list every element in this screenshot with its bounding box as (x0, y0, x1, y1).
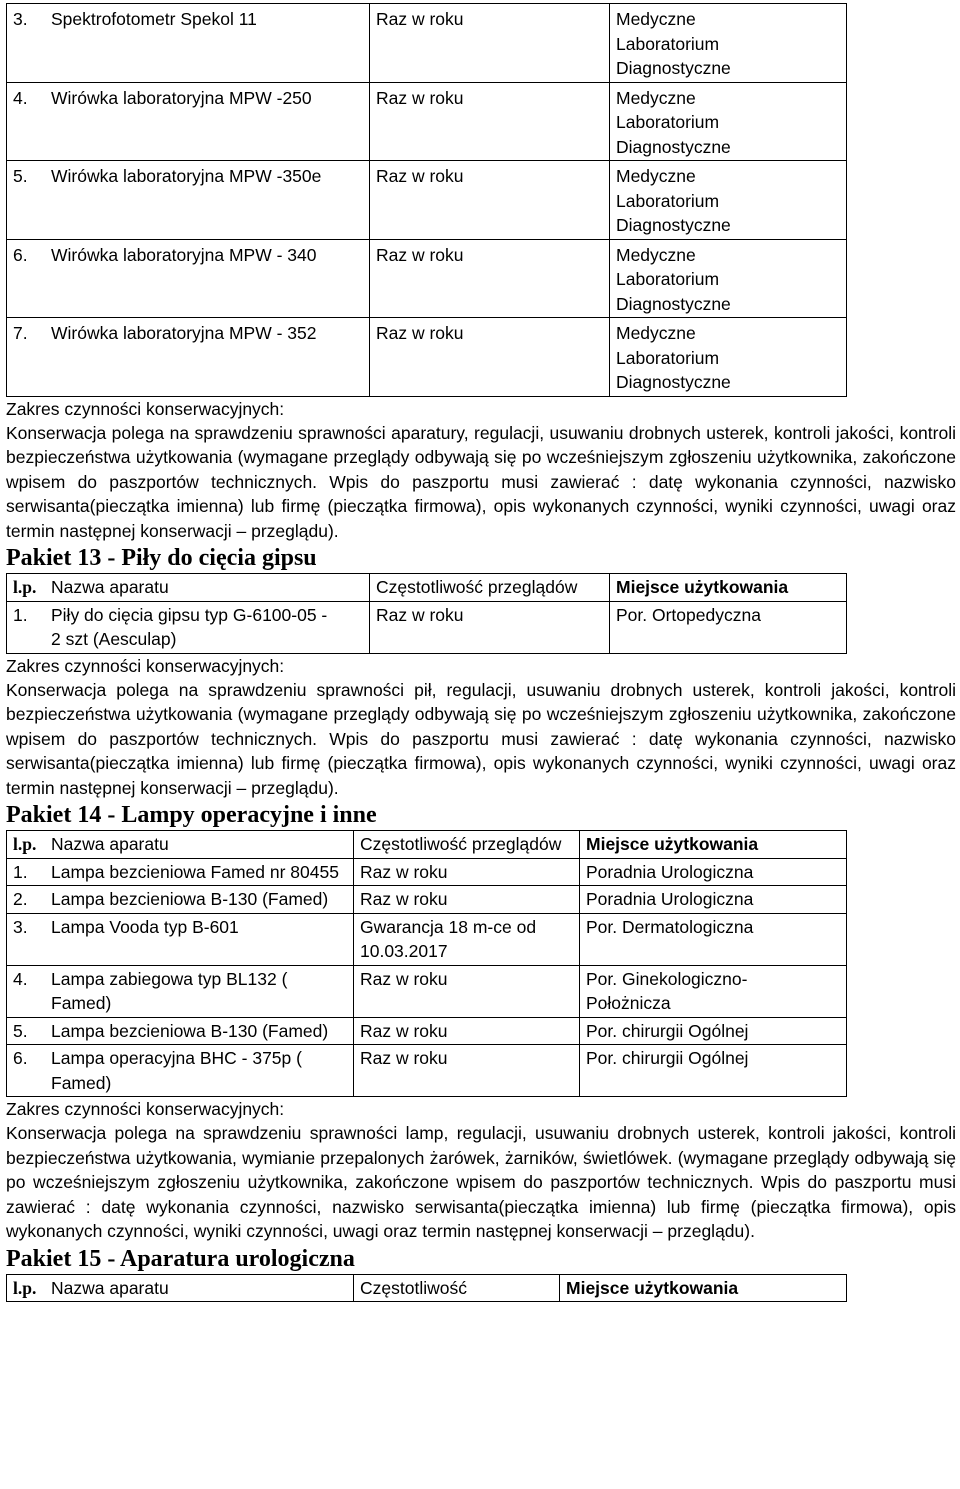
usage-place: Medyczne Laboratorium Diagnostyczne (610, 161, 847, 240)
header-usage-place: Miejsce użytkowania (580, 831, 847, 859)
device-name: Lampa bezcieniowa B-130 (Famed) (51, 889, 329, 909)
usage-place: Por. Ortopedyczna (610, 601, 847, 653)
header-device-name: Nazwa aparatu (51, 577, 169, 597)
usage-place: Poradnia Urologiczna (580, 858, 847, 886)
header-lp: l.p. (13, 577, 37, 597)
device-name: Lampa bezcieniowa Famed nr 80455 (51, 861, 339, 882)
header-usage-place: Miejsce użytkowania (610, 574, 847, 602)
device-name: Lampa Vooda typ B-601 (51, 916, 239, 937)
device-name: Wirówka laboratoryjna MPW - 352 (51, 323, 317, 343)
equipment-table-top (6, 3, 847, 397)
package-14-title: Pakiet 14 - Lampy operacyjne i inne (6, 802, 377, 828)
header-frequency: Częstotliwość (354, 1274, 560, 1302)
usage-place: Medyczne Laboratorium Diagnostyczne (610, 82, 847, 161)
device-name: Lampa bezcieniowa B-130 (Famed) (51, 1020, 329, 1041)
row-number: 6. (13, 244, 28, 265)
usage-place: Por. chirurgii Ogólnej (580, 1045, 847, 1097)
device-name: Spektrofotometr Spekol 11 (51, 9, 257, 29)
row-number: 5. (13, 1020, 28, 1041)
package-15-table (6, 1274, 847, 1303)
inspection-frequency: Raz w roku (354, 1045, 580, 1097)
usage-place: Poradnia Urologiczna (580, 886, 847, 914)
table-row (7, 965, 847, 1017)
table-header-row (7, 1274, 847, 1302)
device-name: Wirówka laboratoryjna MPW - 340 (51, 244, 317, 265)
table-row (7, 913, 847, 965)
package-13-table (6, 573, 847, 654)
header-usage-place: Miejsce użytkowania (560, 1274, 847, 1302)
maintenance-scope-text: Konserwacja polega na sprawdzeniu sprawności lamp, regulacji, usuwaniu drobnych usterek, kontroli jakości, kontroli bezpieczeństwa użytkowania, wymianie przepalonych żarówek, żarników, świetlówek. (wymagane przeglądy odbywają się po wcześniejszym zgłoszeniu użytkownika, zakończone wpisem do paszportów technicznych. Wpis do paszportu musi zawierać : datę wykonania czynności, nazwisko serwisanta(pieczątka imienna) lub firmę (pieczątka firmowa), opis wykonanych czynności, wyniki czynności, uwagi oraz termin następnej konserwacji – przeglądu). (6, 1123, 956, 1241)
header-lp: l.p. (13, 834, 37, 854)
table-row (7, 1017, 847, 1045)
package-14-table (6, 830, 847, 1097)
header-device-name: Nazwa aparatu (51, 834, 169, 854)
table-row (7, 1045, 847, 1097)
usage-place: Medyczne Laboratorium Diagnostyczne (610, 318, 847, 397)
device-name: Piły do cięcia gipsu typ G-6100-05 - 2 szt (Aesculap) (51, 604, 328, 649)
inspection-frequency: Raz w roku (354, 858, 580, 886)
inspection-frequency: Raz w roku (370, 601, 610, 653)
usage-place: Medyczne Laboratorium Diagnostyczne (610, 239, 847, 318)
inspection-frequency: Raz w roku (354, 886, 580, 914)
device-name: Lampa operacyjna BHC - 375p ( Famed) (51, 1048, 302, 1093)
device-name: Lampa zabiegowa typ BL132 ( Famed) (51, 968, 288, 1013)
inspection-frequency: Raz w roku (370, 82, 610, 161)
inspection-frequency: Raz w roku (370, 239, 610, 318)
table-header-row (7, 574, 847, 602)
document-page (6, 3, 956, 1302)
usage-place: Por. chirurgii Ogólnej (580, 1017, 847, 1045)
usage-place: Medyczne Laboratorium Diagnostyczne (610, 4, 847, 83)
row-number: 4. (13, 968, 28, 989)
row-number: 3. (13, 916, 28, 937)
row-number: 7. (13, 323, 28, 343)
table-row (7, 858, 847, 886)
inspection-frequency: Raz w roku (354, 965, 580, 1017)
maintenance-scope-label: Zakres czynności konserwacyjnych: (6, 655, 285, 676)
row-number: 4. (13, 87, 28, 108)
table-row (7, 601, 847, 653)
package-15-title: Pakiet 15 - Aparatura urologiczna (6, 1245, 355, 1272)
inspection-frequency: Raz w roku (370, 4, 610, 83)
inspection-frequency: Raz w roku (354, 1017, 580, 1045)
table-row (7, 239, 847, 318)
usage-place: Por. Dermatologiczna (580, 913, 847, 965)
inspection-frequency: Raz w roku (370, 318, 610, 397)
header-lp: l.p. (13, 1277, 37, 1298)
table-header-row (7, 831, 847, 859)
header-frequency: Częstotliwość przeglądów (354, 831, 580, 859)
table-row (7, 886, 847, 914)
row-number: 3. (13, 9, 28, 29)
row-number: 1. (13, 861, 28, 882)
inspection-frequency: Raz w roku (370, 161, 610, 240)
row-number: 2. (13, 889, 28, 909)
usage-place: Por. Ginekologiczno-Położnicza (580, 965, 847, 1017)
table-row (7, 161, 847, 240)
row-number: 1. (13, 604, 28, 625)
row-number: 5. (13, 166, 28, 186)
maintenance-scope-text: Konserwacja polega na sprawdzeniu sprawności pił, regulacji, usuwaniu drobnych usterek, kontroli jakości, kontroli bezpieczeństwa użytkowania (wymagane przeglądy odbywają się po wcześniejszym zgłoszeniu użytkownika, zakończone wpisem do paszportów technicznych. Wpis do paszportu musi zawierać : datę wykonania czynności, nazwisko serwisanta(pieczątka imienna) lub firmę (pieczątka firmowa), opis wykonanych czynności, wyniki czynności, uwagi oraz termin następnej konserwacji – przeglądu). (6, 679, 956, 798)
device-name: Wirówka laboratoryjna MPW -350e (51, 166, 322, 186)
maintenance-scope-label: Zakres czynności konserwacyjnych: (6, 398, 285, 419)
row-number: 6. (13, 1048, 28, 1068)
maintenance-scope-label: Zakres czynności konserwacyjnych: (6, 1099, 285, 1119)
table-row (7, 82, 847, 161)
table-row (7, 318, 847, 397)
device-name: Wirówka laboratoryjna MPW -250 (51, 87, 312, 108)
package-13-title: Pakiet 13 - Piły do cięcia gipsu (6, 545, 317, 571)
header-frequency: Częstotliwość przeglądów (370, 574, 610, 602)
table-row (7, 4, 847, 83)
inspection-frequency: Gwarancja 18 m-ce od 10.03.2017 (354, 913, 580, 965)
maintenance-scope-text: Konserwacja polega na sprawdzeniu sprawności aparatury, regulacji, usuwaniu drobnych usterek, kontroli jakości, kontroli bezpieczeństwa użytkowania (wymagane przeglądy odbywają się po wcześniejszym zgłoszeniu użytkownika, zakończone wpisem do paszportów technicznych. Wpis do paszportu musi zawierać : datę wykonania czynności, nazwisko serwisanta(pieczątka imienna) lub firmę (pieczątka firmowa), opis wykonanych czynności, wyniki czynności, uwagi oraz termin następnej konserwacji – przeglądu). (6, 422, 956, 541)
header-device-name: Nazwa aparatu (51, 1277, 169, 1298)
